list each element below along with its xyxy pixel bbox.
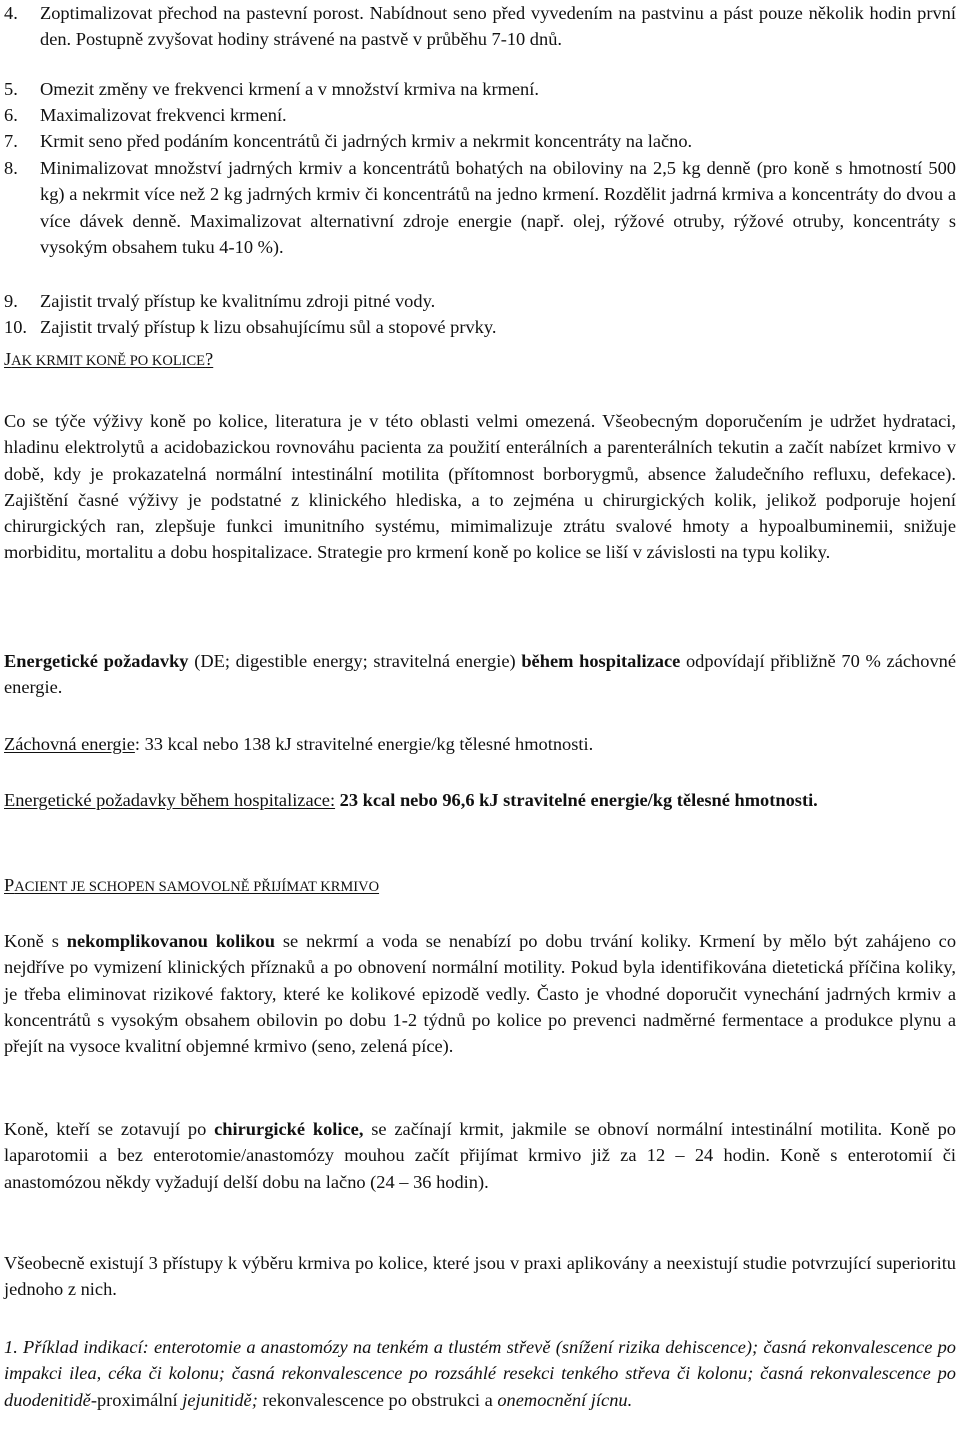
text: -proximální bbox=[90, 1389, 183, 1410]
list-item-number: 5. bbox=[4, 79, 18, 99]
bold-text: chirurgické kolice, bbox=[214, 1119, 364, 1139]
italic-text: 1. Příklad indikací: enterotomie a anastomózy na tenkém a tlustém střevě (snížení rizika dehiscence); časná rekonvalescence po impakci ilea, céka či kolonu; časná rekonvalescence po rozsáhlé resekci tenkého střeva či kolonu; časná rekonvalescence po duodenitidě bbox=[4, 1337, 956, 1410]
italic-text: jejunitidě; bbox=[182, 1389, 258, 1410]
list-item-text: Minimalizovat množství jadrných krmiv a koncentrátů bohatých na obiloviny na 2,5 kg denně (pro koně s hmotností 500 kg) a nekrmit více než 2 kg jadrných krmiv či koncentrátů na jedno krmení. Rozdělit jadrná krmiva a koncentráty do dvou a více dávek denně. Maximalizovat alternativní zdroje energie (např. olej, rýžové otruby, rýžové otruby, koncentráty s vysokým obsahem tuku 4-10 %). bbox=[40, 158, 956, 257]
heading-end: ? bbox=[205, 349, 214, 369]
list-item-text: Omezit změny ve frekvenci krmení a v množství krmiva na krmení. bbox=[40, 79, 539, 99]
section-heading bbox=[4, 348, 213, 372]
text: se nekrmí a voda se nenabízí po dobu trvání koliky. Krmení by mělo být zahájeno co nejdříve po vymizení klinických příznaků a po obnovení normální motility. Pokud byla identifikována dietetická příčina koliky, je třeba eliminovat rizikové faktory, které ke kolikové epizodě vedly. Často je vhodné doporučit vynechání jadrných krmiv a koncentrátů s vysokým obsahem obilovin po dobu 1-2 týdnů po kolice po prevenci nadměrné fermentace a produkce plynu a přejít na vysoce kvalitní objemné krmivo (seno, zelená píce). bbox=[4, 931, 957, 1057]
heading-initial: P bbox=[4, 875, 15, 895]
text: : 33 kcal nebo 138 kJ stravitelné energie/kg tělesné hmotnosti. bbox=[134, 734, 594, 754]
underlined-text: Záchovná energie bbox=[4, 734, 135, 754]
list-item-text: Zajistit trvalý přístup ke kvalitnímu zdroji pitné vody. bbox=[40, 291, 436, 311]
paragraph bbox=[4, 648, 956, 701]
section-heading bbox=[4, 874, 379, 898]
bold-text: Energetické požadavky bbox=[4, 651, 189, 671]
list-item bbox=[4, 314, 956, 340]
list-item bbox=[4, 0, 956, 53]
bold-text: 23 kcal nebo 96,6 kJ stravitelné energie/kg tělesné hmotnosti. bbox=[335, 790, 818, 810]
list-item-number: 10. bbox=[4, 317, 27, 337]
paragraph bbox=[4, 1334, 956, 1413]
paragraph: Všeobecně existují 3 přístupy k výběru krmiva po kolice, které jsou v praxi aplikovány a neexistují studie potvrzující superioritu jednoho z nich. bbox=[4, 1253, 956, 1300]
list-item-number: 6. bbox=[4, 105, 18, 125]
paragraph bbox=[4, 787, 956, 813]
list-item-number: 9. bbox=[4, 291, 18, 311]
list-item-number: 8. bbox=[4, 158, 18, 178]
list-item bbox=[4, 76, 956, 102]
list-item-number: 4. bbox=[4, 3, 18, 23]
list-item bbox=[4, 102, 956, 128]
heading-smallcaps: AK KRMIT KONĚ PO KOLICE bbox=[11, 353, 206, 369]
list-item-number: 7. bbox=[4, 131, 18, 151]
paragraph bbox=[4, 928, 956, 1059]
paragraph bbox=[4, 1116, 956, 1195]
list-item bbox=[4, 128, 956, 154]
text: se začínají krmit, jakmile se obnoví normální intestinální motilita. Koně po laparotomii a bez enterotomie/anastomózy mouhou začít přijímat krmivo již za 12 – 24 hodin. Koně s enterotomií či anastomózou někdy vyžadují delší dobu na lačno (24 – 36 hodin). bbox=[4, 1119, 956, 1192]
text: Koně s bbox=[4, 931, 67, 951]
paragraph: Co se týče výživy koně po kolice, literatura je v této oblasti velmi omezená. Všeobecným doporučením je udržet hydrataci, hladinu elektrolytů a acidobazickou rovnováhu pacienta za použití enterálních a parenterálních tekutin a začít nabízet krmivo v době, kdy je prokazatelná normální intestinální motilita (přítomnost borborygmů, absence žaludečního refluxu, defekace). Zajištění časné výživy je podstatné z klinického hlediska, a to zejména u chirurgických kolik, jelikož podporuje hojení chirurgických ran, zlepšuje funkci imunitního systému, mimimalizuje ztrátu svalové hmoty a hypoalbuminemii, snižuje morbiditu, mortalitu a dobu hospitalizace. Strategie pro krmení koně po kolice se liší v závislosti na typu koliky. bbox=[4, 411, 956, 563]
bold-text: během hospitalizace bbox=[521, 651, 681, 671]
list-item-text: Zoptimalizovat přechod na pastevní porost. Nabídnout seno před vyvedením na pastvinu a pást pouze několik hodin první den. Postupně zvyšovat hodiny strávené na pastvě v průběhu 7-10 dnů. bbox=[40, 3, 956, 50]
list-item bbox=[4, 155, 956, 260]
heading-initial: J bbox=[4, 349, 12, 369]
list-item-text: Maximalizovat frekvenci krmení. bbox=[40, 105, 287, 125]
heading-smallcaps: ACIENT JE SCHOPEN SAMOVOLNĚ PŘIJÍMAT KRMIVO bbox=[14, 879, 380, 895]
text: odpovídají přibližně 70 % záchovné energie. bbox=[4, 651, 956, 698]
list-item-text: Krmit seno před podáním koncentrátů či jadrných krmiv a nekrmit koncentráty na lačno. bbox=[40, 131, 693, 151]
list-item-text: Zajistit trvalý přístup k lizu obsahujícímu sůl a stopové prvky. bbox=[40, 317, 497, 337]
underlined-text: Energetické požadavky během hospitalizace: bbox=[4, 790, 336, 810]
italic-text: onemocnění jícnu. bbox=[497, 1389, 633, 1410]
bold-text: nekomplikovanou kolikou bbox=[66, 931, 275, 951]
text: Koně, kteří se zotavují po bbox=[4, 1119, 215, 1139]
text: rekonvalescence po obstrukci a bbox=[257, 1389, 498, 1410]
text: (DE; digestible energy; stravitelná energie) bbox=[188, 651, 522, 671]
list-item bbox=[4, 288, 956, 314]
paragraph bbox=[4, 731, 956, 757]
